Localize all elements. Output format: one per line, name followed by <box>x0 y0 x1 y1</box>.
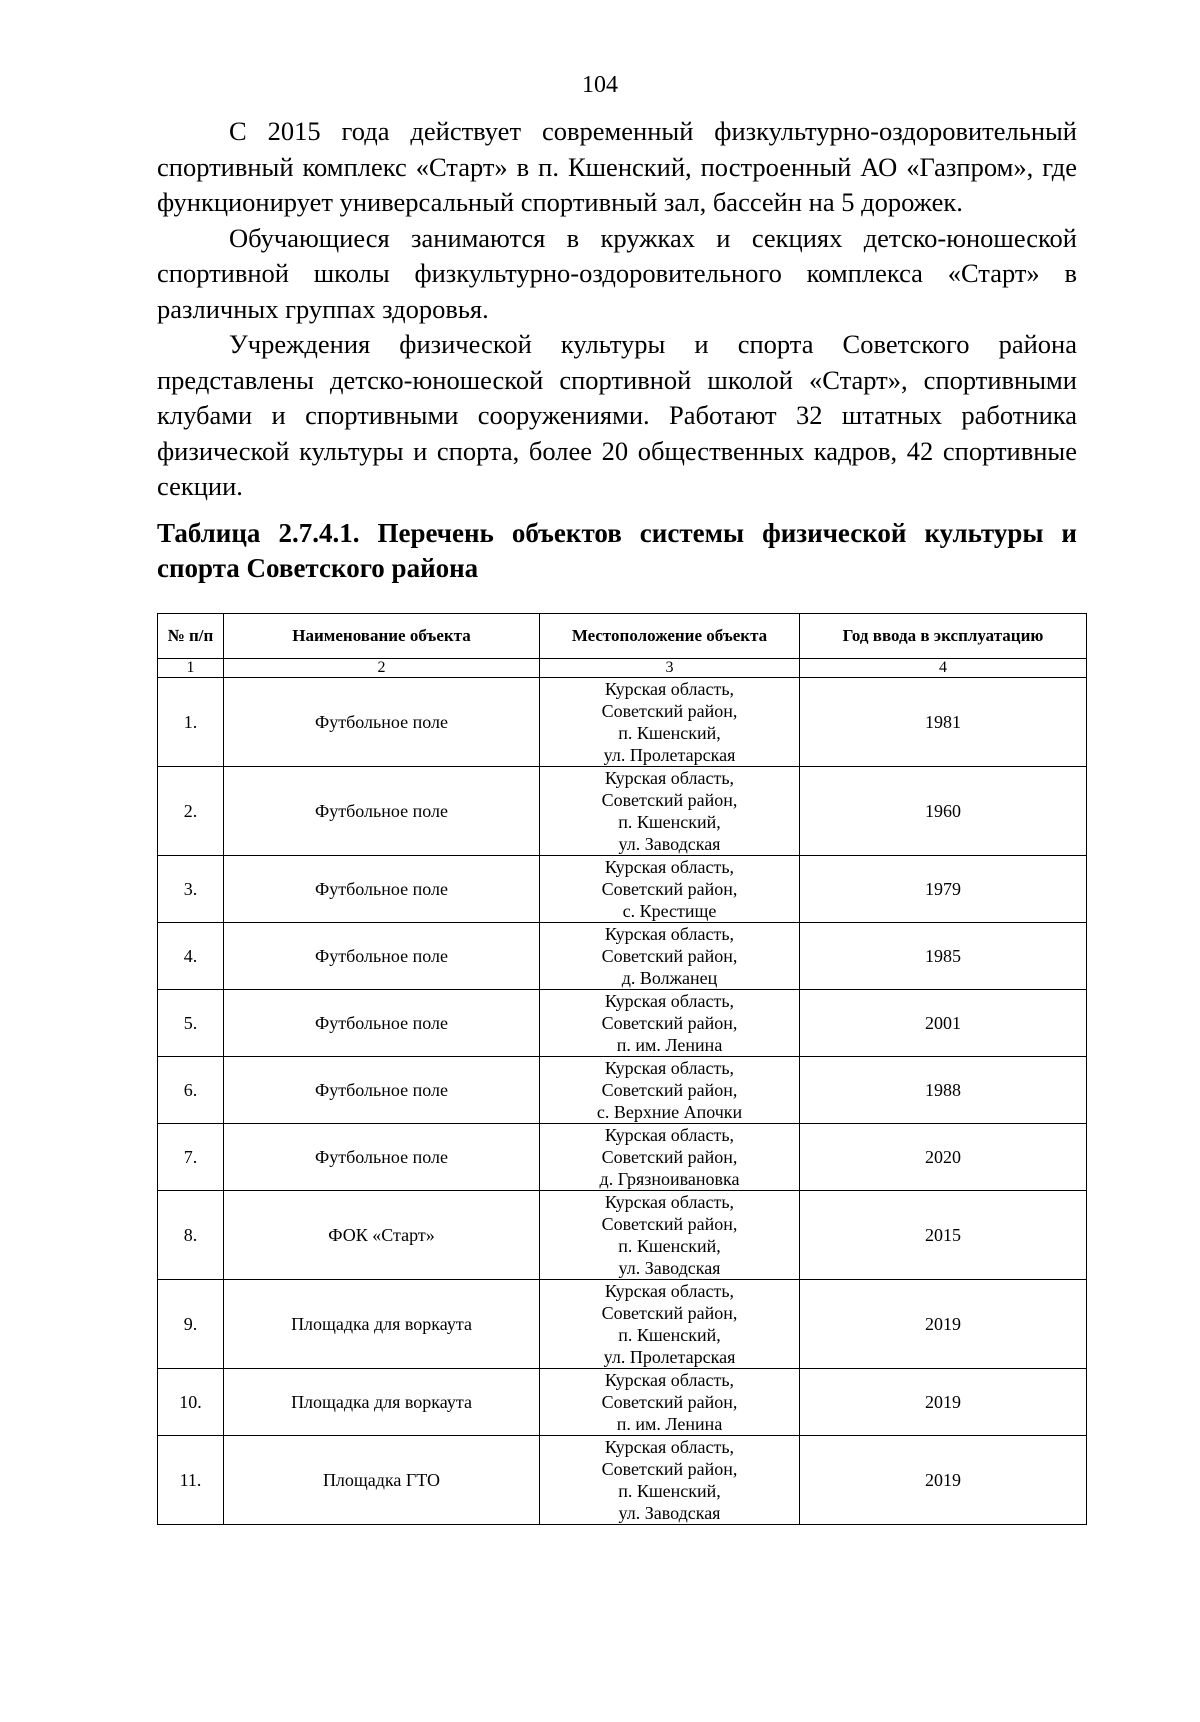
row-number: 3. <box>158 856 224 923</box>
table-body <box>158 678 1087 1525</box>
object-location: Курская область, Советский район, с. Крестище <box>540 856 800 923</box>
object-location: Курская область, Советский район, п. Кшенский, ул. Пролетарская <box>540 1280 800 1369</box>
object-location: Курская область, Советский район, п. Кшенский, ул. Заводская <box>540 767 800 856</box>
object-name: Площадка для воркаута <box>224 1280 540 1369</box>
row-number: 11. <box>158 1436 224 1525</box>
objects-table <box>157 613 1087 1525</box>
paragraph: Учреждения физической культуры и спорта Советского района представлены детско-юношеской спортивной школой «Старт», спортивными клубами и спортивными сооружениями. Работают 32 штатных работника физической культуры и спорта, более 20 общественных кадров, 42 спортивные секции. <box>157 329 1077 501</box>
table-row <box>158 1436 1087 1525</box>
row-number: 7. <box>158 1124 224 1191</box>
object-location: Курская область, Советский район, д. Волжанец <box>540 923 800 990</box>
table-row <box>158 856 1087 923</box>
paragraph: Обучающиеся занимаются в кружках и секциях детско-юношеской спортивной школы физкультурно-оздоровительного комплекса «Старт» в различных группах здоровья. <box>157 222 1077 324</box>
object-location: Курская область, Советский район, п. им. Ленина <box>540 1369 800 1436</box>
commissioning-year: 2019 <box>800 1436 1087 1525</box>
commissioning-year: 2015 <box>800 1191 1087 1280</box>
object-name: ФОК «Старт» <box>224 1191 540 1280</box>
commissioning-year: 1979 <box>800 856 1087 923</box>
row-number: 5. <box>158 990 224 1057</box>
row-number: 2. <box>158 767 224 856</box>
column-number: 1 <box>158 659 224 678</box>
object-location: Курская область, Советский район, п. им. Ленина <box>540 990 800 1057</box>
commissioning-year: 1981 <box>800 678 1087 767</box>
commissioning-year: 2020 <box>800 1124 1087 1191</box>
commissioning-year: 2001 <box>800 990 1087 1057</box>
object-name: Футбольное поле <box>224 923 540 990</box>
row-number: 8. <box>158 1191 224 1280</box>
commissioning-year: 1988 <box>800 1057 1087 1124</box>
paragraph: С 2015 года действует современный физкультурно-оздоровительный спортивный комплекс «Старт» в п. Кшенский, построенный АО «Газпром», где функционирует универсальный спортивный зал, бассейн на 5 дорожек. <box>157 116 1077 217</box>
header-object-location: Местоположение объекта <box>540 614 800 659</box>
table-row <box>158 1057 1087 1124</box>
object-name: Футбольное поле <box>224 1057 540 1124</box>
header-number: № п/п <box>158 614 224 659</box>
object-location: Курская область, Советский район, д. Грязноивановка <box>540 1124 800 1191</box>
table-row <box>158 923 1087 990</box>
row-number: 1. <box>158 678 224 767</box>
table-row <box>158 1280 1087 1369</box>
table-row <box>158 1124 1087 1191</box>
object-location: Курская область, Советский район, п. Кшенский, ул. Пролетарская <box>540 678 800 767</box>
table-caption: Таблица 2.7.4.1. Перечень объектов системы физической культуры и спорта Советского района <box>157 518 1077 583</box>
commissioning-year: 1985 <box>800 923 1087 990</box>
table-header-row <box>158 614 1087 659</box>
row-number: 9. <box>158 1280 224 1369</box>
column-number: 2 <box>224 659 540 678</box>
header-object-name: Наименование объекта <box>224 614 540 659</box>
column-number-row <box>158 659 1087 678</box>
object-name: Футбольное поле <box>224 856 540 923</box>
object-location: Курская область, Советский район, с. Верхние Апочки <box>540 1057 800 1124</box>
object-name: Футбольное поле <box>224 767 540 856</box>
table-row <box>158 990 1087 1057</box>
object-name: Футбольное поле <box>224 1124 540 1191</box>
header-commissioning-year: Год ввода в эксплуатацию <box>800 614 1087 659</box>
row-number: 4. <box>158 923 224 990</box>
object-name: Футбольное поле <box>224 678 540 767</box>
body-text <box>157 114 1077 505</box>
table-row <box>158 767 1087 856</box>
row-number: 10. <box>158 1369 224 1436</box>
column-number: 4 <box>800 659 1087 678</box>
row-number: 6. <box>158 1057 224 1124</box>
object-name: Площадка для воркаута <box>224 1369 540 1436</box>
object-location: Курская область, Советский район, п. Кшенский, ул. Заводская <box>540 1436 800 1525</box>
column-number: 3 <box>540 659 800 678</box>
commissioning-year: 2019 <box>800 1369 1087 1436</box>
object-location: Курская область, Советский район, п. Кшенский, ул. Заводская <box>540 1191 800 1280</box>
commissioning-year: 2019 <box>800 1280 1087 1369</box>
object-name: Площадка ГТО <box>224 1436 540 1525</box>
table-row <box>158 678 1087 767</box>
table-row <box>158 1191 1087 1280</box>
commissioning-year: 1960 <box>800 767 1087 856</box>
table-row <box>158 1369 1087 1436</box>
object-name: Футбольное поле <box>224 990 540 1057</box>
page-number: 104 <box>582 72 618 98</box>
